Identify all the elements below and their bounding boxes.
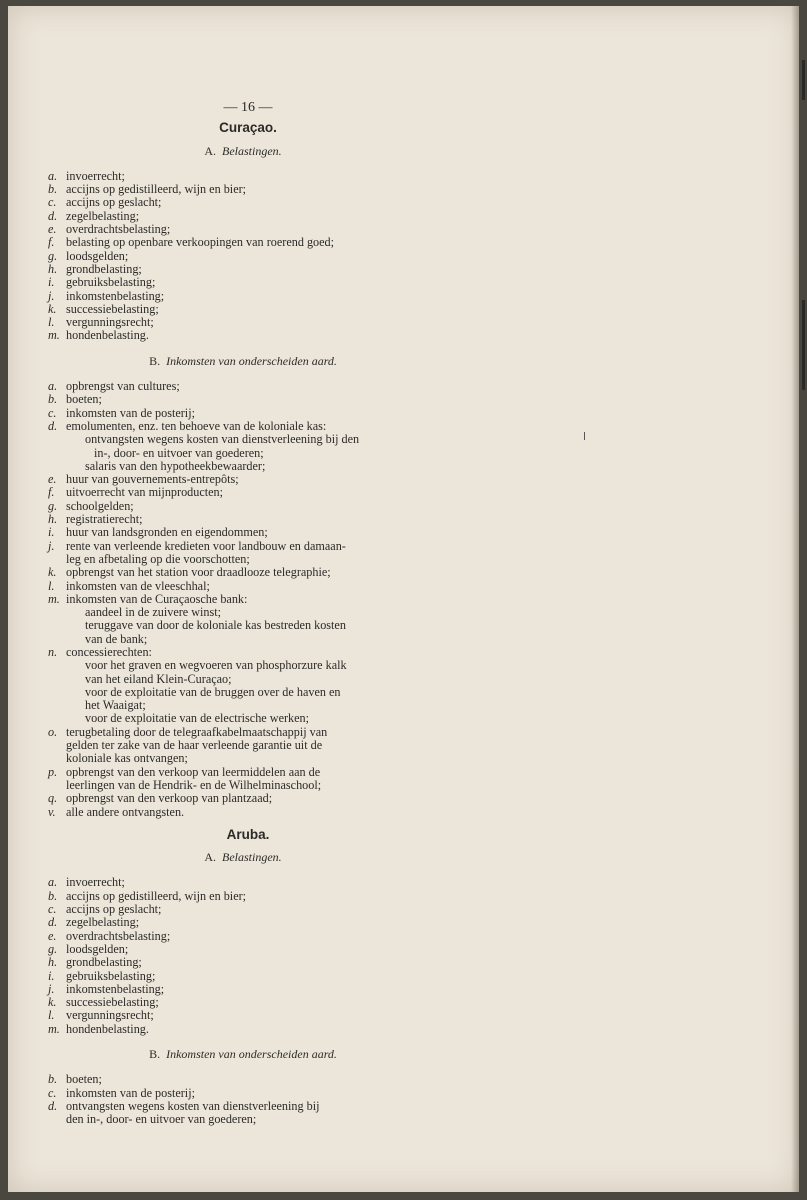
list-item [48,792,428,805]
item-letter: h. [48,512,58,527]
item-text: opbrengst van den verkoop van plantzaad; [66,791,273,806]
list-item-continuation [48,699,428,712]
list-item-continuation [48,447,428,460]
item-text: inkomstenbelasting; [66,981,165,996]
list-item-continuation [48,553,428,566]
item-letter: e. [48,472,57,487]
item-letter: e. [48,928,57,943]
subsection-heading [58,145,428,158]
item-text: inkomsten van de posterij; [66,1085,195,1100]
item-text: accijns op gedistilleerd, wijn en bier; [66,182,247,197]
item-text: leg en afbetaling op die voorschotten; [66,551,250,566]
item-text: huur van landsgronden en eigendommen; [66,525,268,540]
list-item [48,526,428,539]
list-item [48,250,428,263]
edge-mark [802,300,805,390]
item-text: opbrengst van cultures; [66,379,180,394]
list-item-continuation [48,433,428,446]
item-letter: b. [48,888,58,903]
item-letter: a. [48,168,58,183]
item-letter: o. [48,724,58,739]
list-item [48,393,428,406]
list-item-continuation [48,686,428,699]
item-text: ontvangsten wegens kosten van dienstverleening bij [66,1098,320,1113]
section-title: Aruba. [226,826,270,842]
list-item [48,1087,428,1100]
item-letter: i. [48,525,55,540]
list-item [48,223,428,236]
item-text: gebruiksbelasting; [66,968,156,983]
subsection-title: Inkomsten van onderscheiden aard. [166,1047,337,1061]
item-text: koloniale kas ontvangen; [66,751,188,766]
list-item [48,580,428,593]
list-item-continuation [48,752,428,765]
item-text: accijns op geslacht; [66,195,162,210]
item-letter: c. [48,405,57,420]
list-item [48,766,428,779]
item-letter: j. [48,981,55,996]
item-letter: k. [48,995,57,1010]
item-text: gelden ter zake van de haar verleende garantie uit de [66,738,323,753]
stray-mark [584,432,585,440]
subsection-label: A. [204,143,216,158]
item-text: salaris van den hypotheekbewaarder; [85,458,266,473]
list-item [48,183,428,196]
list-item-continuation [48,779,428,792]
item-text: successiebelasting; [66,301,159,316]
item-text: invoerrecht; [66,875,125,890]
item-letter: j. [48,538,55,553]
item-letter: d. [48,418,58,433]
item-text: het Waaigat; [85,698,146,713]
list-item [48,996,428,1009]
list-item [48,1073,428,1086]
subsection-title: Belastingen. [222,850,282,865]
list-item-continuation [48,606,428,619]
page-number: — 16 — [223,100,273,115]
list-item [48,983,428,996]
item-text: vergunningsrecht; [66,315,154,330]
item-letter [48,779,66,792]
item-letter [48,553,66,566]
subsection-label: B. [149,353,161,368]
item-letter: f. [48,235,55,250]
item-text: opbrengst van het station voor draadlooze telegraphie; [66,565,331,580]
item-text: emolumenten, enz. ten behoeve van de koloniale kas: [66,418,327,433]
item-text: inkomsten van de vleeschhal; [66,578,210,593]
item-text: terugbetaling door de telegraafkabelmaatschappij van [66,724,328,739]
item-letter: d. [48,208,58,223]
item-letter: a. [48,875,58,890]
item-letter: g. [48,941,58,956]
list-item [48,407,428,420]
item-letter: b. [48,392,58,407]
item-text: voor het graven en wegvoeren van phosphorzure kalk [85,658,347,673]
item-letter [48,699,66,712]
item-letter: b. [48,1072,58,1087]
item-letter: m. [48,591,60,606]
list-item [48,329,428,342]
item-letter: j. [48,288,55,303]
item-text: schoolgelden; [66,498,134,513]
item-letter: c. [48,902,57,917]
item-text: uitvoerrecht van mijnproducten; [66,485,224,500]
item-text: inkomsten van de Curaçaosche bank: [66,591,248,606]
item-text: leerlingen van de Hendrik- en de Wilhelminaschool; [66,777,322,792]
subsection-title: Belastingen. [222,143,282,158]
subsection-heading [58,1048,428,1061]
item-letter: m. [48,328,60,343]
list-item [48,646,428,659]
item-text: loodsgelden; [66,941,129,956]
item-text: voor de exploitatie van de bruggen over de haven en [85,684,341,699]
list-item-continuation [48,659,428,672]
list-item [48,970,428,983]
item-letter: i. [48,968,55,983]
item-letter [48,673,66,686]
list-item [48,303,428,316]
list-item [48,806,428,819]
list-item [48,500,428,513]
item-letter: i. [48,275,55,290]
item-text: overdrachtsbelasting; [66,222,171,237]
item-letter: d. [48,1098,58,1113]
item-text: alle andere ontvangsten. [66,804,185,819]
item-letter: l. [48,578,55,593]
item-text: concessierechten: [66,644,152,659]
list-item [48,513,428,526]
item-letter: k. [48,301,57,316]
item-letter [48,1113,66,1126]
item-letter: h. [48,261,58,276]
list-item [48,236,428,249]
item-letter: k. [48,565,57,580]
item-letter: g. [48,498,58,513]
subsection-label: A. [204,850,216,865]
item-letter [48,712,66,725]
item-text: zegelbelasting; [66,915,140,930]
list-item [48,876,428,889]
item-text: den in-, door- en uitvoer van goederen; [66,1112,257,1127]
item-text: grondbelasting; [66,955,142,970]
list-item [48,276,428,289]
item-letter: b. [48,182,58,197]
item-letter [48,686,66,699]
edge-mark [802,60,805,100]
list-item-continuation [48,460,428,473]
item-text: vergunningsrecht; [66,1008,154,1023]
item-letter: e. [48,222,57,237]
list-item [48,726,428,739]
list-item-continuation [48,712,428,725]
item-letter: v. [48,804,56,819]
subsection-title: Inkomsten van onderscheiden aard. [166,353,337,368]
item-letter: c. [48,195,57,210]
item-text: overdrachtsbelasting; [66,928,171,943]
item-letter [48,447,66,460]
list-item [48,593,428,606]
item-text: teruggave van door de koloniale kas bestreden kosten [85,618,346,633]
page-content [48,101,428,1126]
item-letter [48,739,66,752]
list-item [48,890,428,903]
item-text: opbrengst van den verkoop van leermiddelen aan de [66,764,321,779]
list-item [48,956,428,969]
item-text: registratierecht; [66,512,143,527]
item-text: invoerrecht; [66,168,125,183]
subsection-heading [58,355,428,368]
item-letter [48,619,66,632]
item-letter [48,659,66,672]
list-item [48,903,428,916]
list-item [48,263,428,276]
subsection-heading [58,851,428,864]
item-letter: m. [48,1021,60,1036]
list-item [48,1100,428,1113]
list-item [48,1009,428,1022]
item-letter: l. [48,1008,55,1023]
item-text: voor de exploitatie van de electrische werken; [85,711,310,726]
item-text: grondbelasting; [66,261,142,276]
list-item [48,316,428,329]
item-letter: q. [48,791,58,806]
section-title: Curaçao. [219,120,277,136]
item-text: gebruiksbelasting; [66,275,156,290]
item-letter: l. [48,315,55,330]
list-item-continuation [48,739,428,752]
list-item [48,473,428,486]
list-item [48,420,428,433]
list-item-continuation [48,633,428,646]
item-letter [48,606,66,619]
list-item [48,486,428,499]
list-item [48,916,428,929]
list-item [48,380,428,393]
document-page [8,6,799,1192]
item-text: huur van gouvernements-entrepôts; [66,472,239,487]
item-letter: h. [48,955,58,970]
item-text: accijns op gedistilleerd, wijn en bier; [66,888,247,903]
item-text: ontvangsten wegens kosten van dienstverleening bij den [85,432,360,447]
item-text: inkomstenbelasting; [66,288,165,303]
item-text: belasting op openbare verkoopingen van roerend goed; [66,235,335,250]
list-item [48,210,428,223]
item-letter [48,433,66,446]
item-letter: p. [48,764,58,779]
list-item [48,943,428,956]
item-text: successiebelasting; [66,995,159,1010]
list-item [48,1023,428,1036]
item-text: accijns op geslacht; [66,902,162,917]
item-letter: c. [48,1085,57,1100]
item-text: inkomsten van de posterij; [66,405,195,420]
item-letter [48,633,66,646]
item-letter: g. [48,248,58,263]
item-letter: n. [48,644,58,659]
item-text: in-, door- en uitvoer van goederen; [94,445,264,460]
list-item-continuation [48,619,428,632]
item-text: boeten; [66,392,102,407]
item-text: van de bank; [85,631,148,646]
item-text: hondenbelasting. [66,1021,149,1036]
subsection-label: B. [149,1047,161,1061]
item-text: boeten; [66,1072,102,1087]
item-letter: f. [48,485,55,500]
item-letter [48,460,66,473]
item-text: loodsgelden; [66,248,129,263]
item-letter [48,752,66,765]
list-item [48,290,428,303]
item-text: hondenbelasting. [66,328,149,343]
item-letter: d. [48,915,58,930]
item-text: rente van verleende kredieten voor landbouw en damaan- [66,538,346,553]
item-text: aandeel in de zuivere winst; [85,605,222,620]
list-item [48,566,428,579]
item-letter: a. [48,379,58,394]
list-item-continuation [48,1113,428,1126]
list-item [48,930,428,943]
list-item [48,170,428,183]
item-text: van het eiland Klein-Curaçao; [85,671,232,686]
list-item-continuation [48,673,428,686]
list-item [48,196,428,209]
list-item [48,540,428,553]
item-text: zegelbelasting; [66,208,140,223]
